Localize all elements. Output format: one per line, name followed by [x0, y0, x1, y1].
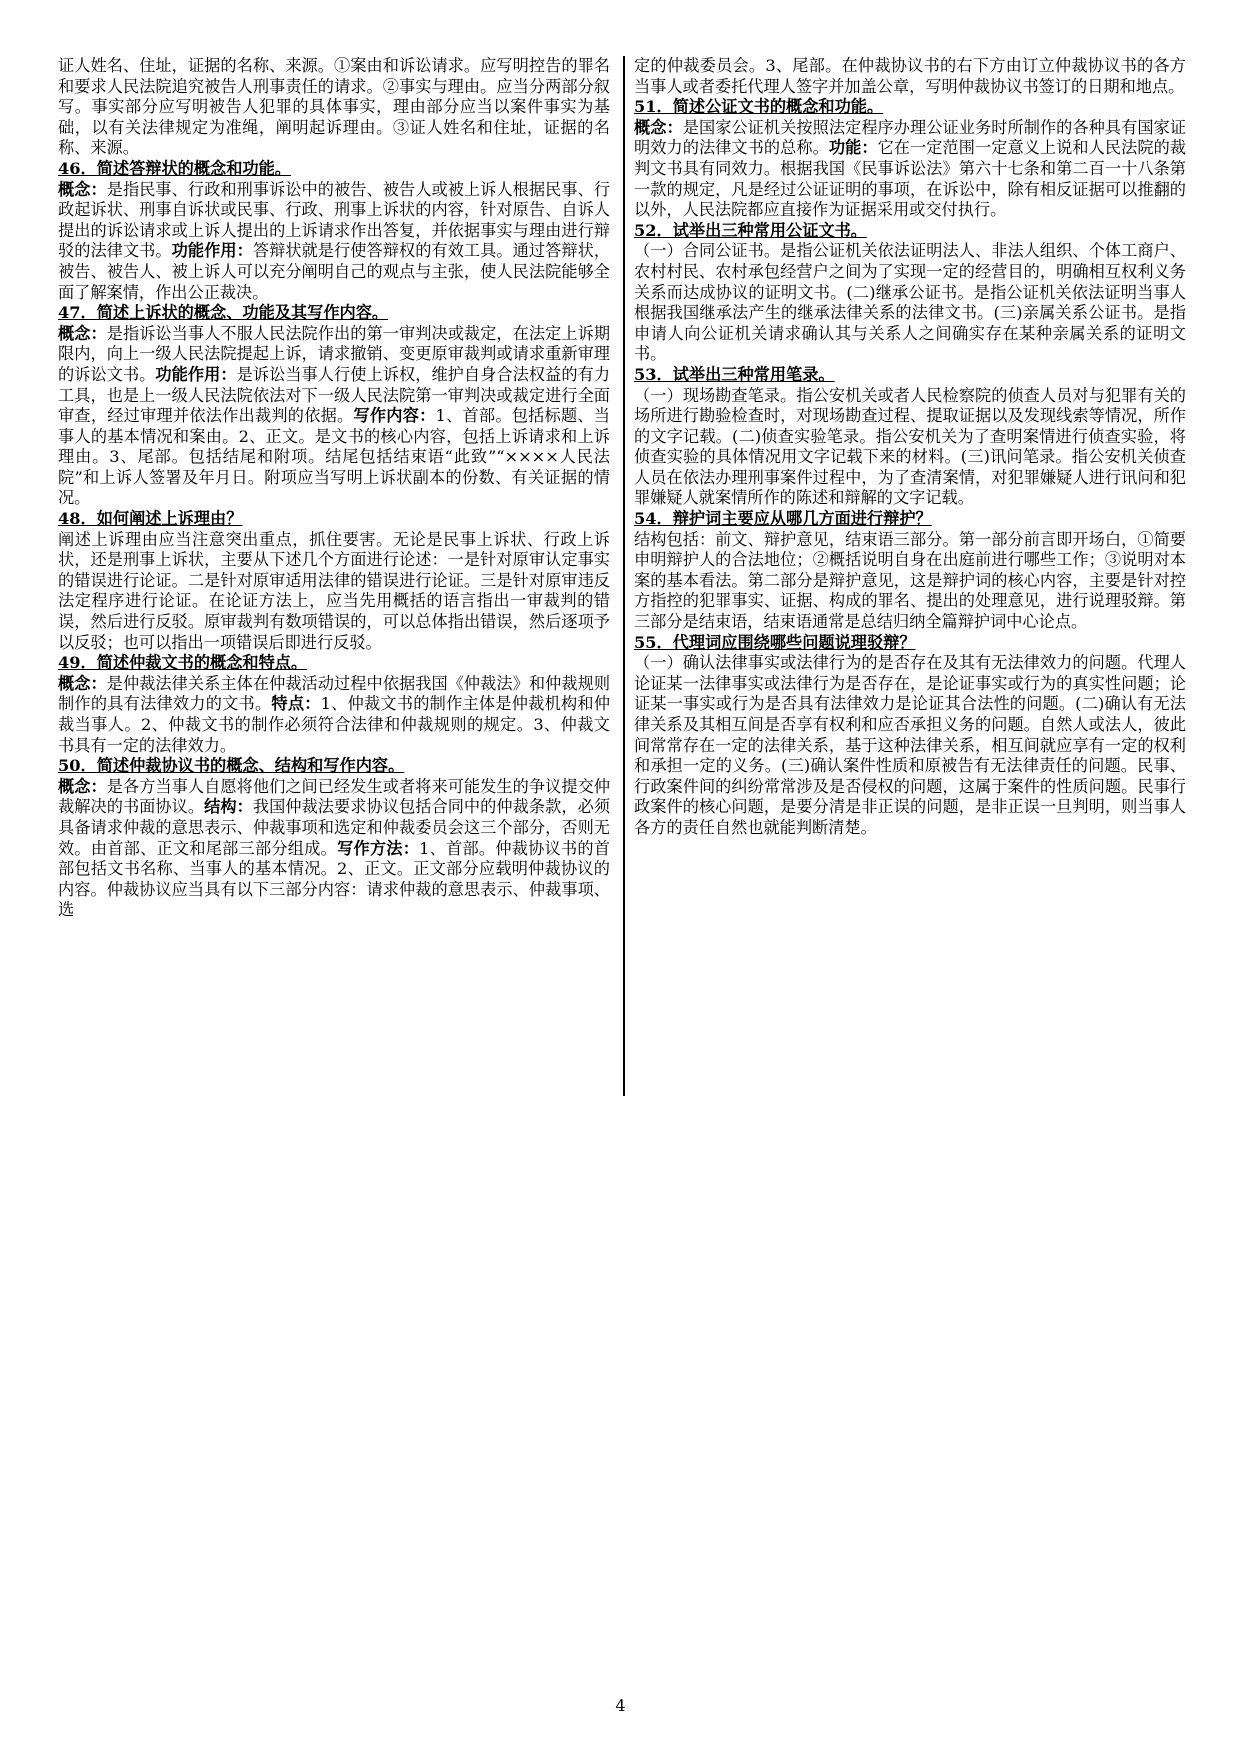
- column-divider: [623, 56, 625, 1096]
- answer-text: （一）合同公证书。是指公证机关依法证明法人、非法人组织、个体工商户、农村村民、农村承包经营户之间为了实现一定的经营目的，明确相互权利义务关系而达成协议的证明文书。(二)继承公证书。是指公证机关依法证明当事人根据我国继承法产生的继承法律关系的法律文书。(三)亲属关系公证书。是指申请人向公证机关请求确认其与关系人之间确实存在某种亲属关系的证明文书。: [634, 241, 1186, 364]
- keyword-features: 特点：: [271, 694, 321, 714]
- keyword-structure: 结构：: [204, 797, 253, 817]
- question-51-heading: 51．简述公证文书的概念和功能。: [634, 97, 884, 117]
- answer-text: 结构包括：前文、辩护意见，结束语三部分。第一部分前言即开场白，①简要申明辩护人的合法地位；②概括说明自身在出庭前进行哪些工作；③说明对本案的基本看法。第二部分是辩护意见，这是辩护词的核心内容，主要是针对控方指控的犯罪事实、证据、构成的罪名、提出的处理意见，进行说理驳辩。第三部分是结束语，结束语通常是总结归纳全篇辩护词中心论点。: [634, 529, 1186, 632]
- answer-text: 答辩状就是行使答辩权的有效工具。通过答辩状，被告、被告人、被上诉人可以充分阐明自己的观点与主张，使人民法院能够全面了解案情，作出公正裁决。: [58, 241, 611, 302]
- answer-54: [634, 530, 1186, 633]
- answer-text: （一）确认法律事实或法律行为的是否存在及其有无法律效力的问题。代理人论证某一法律事实或法律行为是否存在，是论证事实或行为的真实性问题；论证某一事实或行为是否具有法律效力是论证其合法性的问题。(二)确认有无法律关系及其相互间是否享有权利和应否承担义务的问题。自然人或法人，彼此间常常存在一定的法律关系，基于这种法律关系，相互间就应享有一定的权利和承担一定的义务。(三)确认案件性质和原被告有无法律责任的问题。民事、行政案件间的纠纷常常涉及是否侵权的问题，这属于案件的性质问题。民事行政案件的核心问题，是要分清是非正误的问题，是非正误一旦判明，则当事人各方的责任自然也就能判断清楚。: [634, 653, 1186, 837]
- keyword-concept: 概念：: [58, 673, 107, 693]
- keyword-writing-method: 写作方法：: [337, 838, 420, 858]
- paragraph-text: 证人姓名、住址，证据的名称、来源。①案由和诉讼请求。应写明控告的罪名和要求人民法院追究被告人刑事责任的请求。②事实与理由。应当分两部分叙写。事实部分应写明被告人犯罪的具体事实，理由部分应当以案件事实为基础，以有关法律规定为准绳，阐明起诉理由。③证人姓名和住址，证据的名称、来源。: [58, 56, 610, 158]
- paragraph-continuation: [58, 56, 610, 159]
- answer-text: 阐述上诉理由应当注意突出重点，抓住要害。无论是民事上诉状、行政上诉状，还是刑事上诉状，主要从下述几个方面进行论述：一是针对原审认定事实的错误进行论证。二是针对原审适用法律的错误进行论证。三是针对原审违反法定程序进行论证。在论证方法上，应当先用概括的语言指出一审裁判的错误，然后进行反驳。原审裁判有数项错误的，可以总体指出错误，然后逐项予以反驳；也可以指出一项错误后即进行反驳。: [58, 529, 610, 652]
- keyword-concept: 概念：: [58, 323, 107, 343]
- answer-text: （一）现场勘查笔录。指公安机关或者人民检察院的侦查人员对与犯罪有关的场所进行勘验检查时，对现场勘查过程、提取证据以及发现线索等情况，所作的文字记载。(二)侦查实验笔录。指公安机关为了查明案情进行侦查实验，将侦查实验的具体情况用文字记载下来的材料。(三)讯问笔录。指公安机关侦查人员在依法办理刑事案件过程中，为了查清案情，对犯罪嫌疑人进行讯问和犯罪嫌疑人就案情所作的陈述和辩解的文字记载。: [634, 385, 1186, 508]
- question-54-heading: 54．辩护词主要应从哪几方面进行辩护？: [634, 509, 932, 529]
- answer-text: 是国家公证机关按照法定程序办理公证业务时所制作的各种具有国家证明效力的法律文书的总称。: [634, 117, 1187, 158]
- question-55-heading: 55．代理词应围绕哪些问题说理驳辩？: [634, 632, 916, 652]
- answer-text: 是各方当事人自愿将他们之间已经发生或者将来可能发生的争议提交仲裁解决的书面协议。: [58, 776, 611, 817]
- keyword-function: 功能：: [828, 138, 878, 158]
- answer-47: [58, 324, 610, 509]
- keyword-concept: 概念：: [58, 776, 107, 796]
- keyword-concept: 概念：: [634, 117, 683, 137]
- answer-55: [634, 653, 1186, 838]
- right-column: [634, 56, 1186, 839]
- paragraph-continuation: [634, 56, 1186, 97]
- answer-51: [634, 118, 1186, 221]
- answer-46: [58, 180, 610, 304]
- keyword-function: 功能作用：: [171, 241, 253, 261]
- question-46-heading: 46．简述答辩状的概念和功能。: [58, 158, 291, 178]
- answer-52: [634, 241, 1186, 365]
- answer-text: 是指诉讼当事人不服人民法院作出的第一审判决或裁定，在法定上诉期限内，向上一级人民法院提起上诉，请求撤销、变更原审裁判或请求重新审理的诉讼文书。: [58, 323, 611, 384]
- answer-text: 1、仲裁文书的制作主体是仲裁机构和仲裁当事人。2、仲裁文书的制作必须符合法律和仲裁规则的规定。3、仲裁文书具有一定的法律效力。: [58, 694, 611, 755]
- left-column: [58, 56, 610, 921]
- answer-48: [58, 530, 610, 654]
- question-49-heading: 49．简述仲裁文书的概念和特点。: [58, 653, 308, 673]
- answer-49: [58, 674, 610, 756]
- answer-50: [58, 777, 610, 921]
- question-53-heading: 53．试举出三种常用笔录。: [634, 364, 835, 384]
- question-47-heading: 47．简述上诉状的概念、功能及其写作内容。: [58, 303, 389, 323]
- keyword-writing-content: 写作内容：: [353, 406, 436, 426]
- page-number: 4: [615, 1696, 626, 1715]
- answer-text: 是诉讼当事人行使上诉权，维护自身合法权益的有力工具，也是上一级人民法院依法对下一级人民法院第一审判决或裁定进行全面审查，经过审理并依法作出裁判的依据。: [58, 364, 611, 426]
- answer-text: 是仲裁法律关系主体在仲裁活动过程中依据我国《仲裁法》和仲裁规则制作的具有法律效力的文书。: [58, 673, 611, 714]
- document-page: [58, 56, 1210, 1096]
- keyword-concept: 概念：: [58, 179, 107, 199]
- question-52-heading: 52．试举出三种常用公证文书。: [634, 220, 867, 240]
- question-48-heading: 48．如何阐述上诉理由？: [58, 509, 243, 529]
- paragraph-text: 定的仲裁委员会。3、尾部。在仲裁协议书的右下方由订立仲裁协议书的各方当事人或者委托代理人签字并加盖公章，写明仲裁协议书签订的日期和地点。: [634, 56, 1186, 96]
- answer-53: [634, 386, 1186, 510]
- answer-text: 1、首部。仲裁协议书的首部包括文书名称、当事人的基本情况。2、正文。正文部分应载明仲裁协议的内容。仲裁协议应当具有以下三部分内容：请求仲裁的意思表示、仲裁事项、选: [58, 838, 611, 920]
- answer-text: 它在一定范围一定意义上说和人民法院的裁判文书具有同效力。根据我国《民事诉讼法》第六十七条和第二百一十八条第一款的规定，凡是经过公证证明的事项，在诉讼中，除有相反证据可以推翻的以外，人民法院都应直接作为证据采用或交付执行。: [634, 138, 1187, 220]
- answer-text: 我国仲裁法要求协议包括合同中的仲裁条款，必须具备请求仲裁的意思表示、仲裁事项和选定和仲裁委员会这三个部分，否则无效。由首部、正文和尾部三部分组成。: [58, 797, 611, 858]
- answer-text: 是指民事、行政和刑事诉讼中的被告、被告人或被上诉人根据民事、行政起诉状、刑事自诉状或民事、行政、刑事上诉状的内容，针对原告、自诉人提出的诉讼请求或上诉人提出的上诉请求作出答复，并依据事实与理由进行辩驳的法律文书。: [58, 179, 611, 261]
- keyword-function: 功能作用：: [155, 364, 237, 384]
- question-50-heading: 50．简述仲裁协议书的概念、结构和写作内容。: [58, 756, 405, 776]
- answer-text: 1、首部。包括标题、当事人的基本情况和案由。2、正文。是文书的核心内容，包括上诉请求和上诉理由。3、尾部。包括结尾和附项。结尾包括结束语“此致”“××××人民法院”和上诉人签署及年月日。附项应当写明上诉状副本的份数、有关证据的情况。: [58, 406, 610, 508]
